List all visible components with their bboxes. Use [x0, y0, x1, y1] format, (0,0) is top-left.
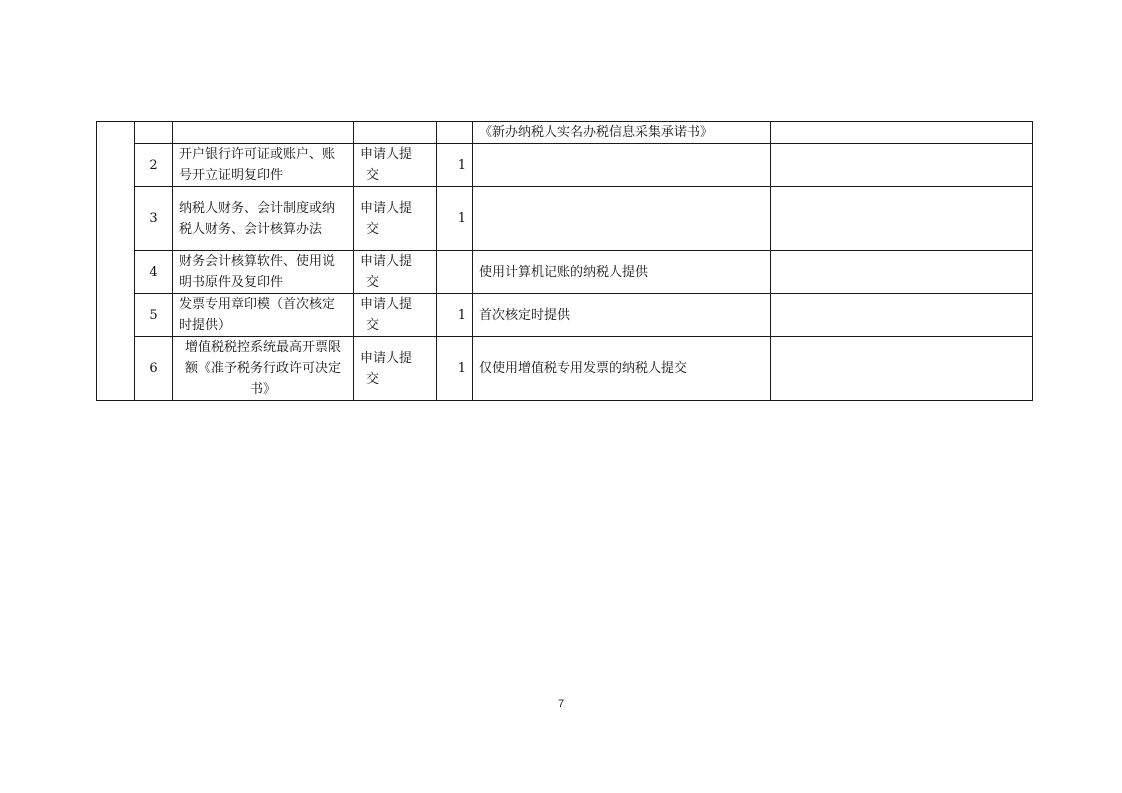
page-number: 7	[557, 698, 565, 710]
submission-form-line1: 申请人提	[360, 350, 413, 366]
copies-cell	[437, 122, 473, 144]
submission-form-line1: 申请人提	[360, 254, 413, 269]
submission-form-line2: 交	[366, 221, 380, 237]
extra-cell	[771, 294, 1033, 337]
extra-cell	[771, 122, 1033, 144]
table-row	[97, 251, 1033, 294]
extra-cell	[771, 337, 1033, 401]
row-number-cell: 2	[135, 144, 173, 187]
extra-cell	[771, 144, 1033, 187]
submission-form-line1: 申请人提	[360, 297, 413, 312]
extra-cell	[771, 187, 1033, 251]
note-cell: 仅使用增值税专用发票的纳税人提交	[473, 337, 771, 401]
note-cell: 首次核定时提供	[473, 294, 771, 337]
submission-form-cell	[354, 187, 437, 251]
row-number-cell: 4	[135, 251, 173, 294]
material-name-cell: 增值税税控系统最高开票限额《准予税务行政许可决定书》	[173, 337, 354, 401]
copies-cell: 1	[437, 294, 473, 337]
material-name-cell: 财务会计核算软件、使用说明书原件及复印件	[173, 251, 354, 294]
submission-form-line1: 申请人提	[360, 200, 413, 216]
material-name-cell	[173, 122, 354, 144]
submission-form-cell	[354, 294, 437, 337]
row-number-cell: 5	[135, 294, 173, 337]
table-row	[97, 187, 1033, 251]
copies-cell	[437, 251, 473, 294]
copies-cell: 1	[437, 187, 473, 251]
material-name-cell: 纳税人财务、会计制度或纳税人财务、会计核算办法	[173, 187, 354, 251]
table-row	[97, 337, 1033, 401]
submission-form-line2: 交	[366, 275, 380, 290]
table-row	[97, 144, 1033, 187]
materials-table	[96, 121, 1033, 401]
submission-form-cell	[354, 251, 437, 294]
category-cell	[97, 122, 135, 401]
table-row	[97, 294, 1033, 337]
submission-form-cell	[354, 144, 437, 187]
submission-form-line2: 交	[366, 371, 380, 387]
submission-form-line2: 交	[366, 318, 380, 333]
extra-cell	[771, 251, 1033, 294]
row-number-cell	[135, 122, 173, 144]
note-cell: 使用计算机记账的纳税人提供	[473, 251, 771, 294]
material-name-cell: 开户银行许可证或账户、账号开立证明复印件	[173, 144, 354, 187]
submission-form-cell	[354, 122, 437, 144]
submission-form-line1: 申请人提	[360, 147, 413, 162]
row-number-cell: 6	[135, 337, 173, 401]
material-name-cell: 发票专用章印模（首次核定时提供）	[173, 294, 354, 337]
note-cell	[473, 187, 771, 251]
note-cell	[473, 144, 771, 187]
copies-cell: 1	[437, 144, 473, 187]
copies-cell: 1	[437, 337, 473, 401]
row-number-cell: 3	[135, 187, 173, 251]
submission-form-line2: 交	[366, 168, 380, 183]
submission-form-cell	[354, 337, 437, 401]
table-row-continued	[97, 122, 1033, 144]
note-cell: 《新办纳税人实名办税信息采集承诺书》	[473, 122, 771, 144]
